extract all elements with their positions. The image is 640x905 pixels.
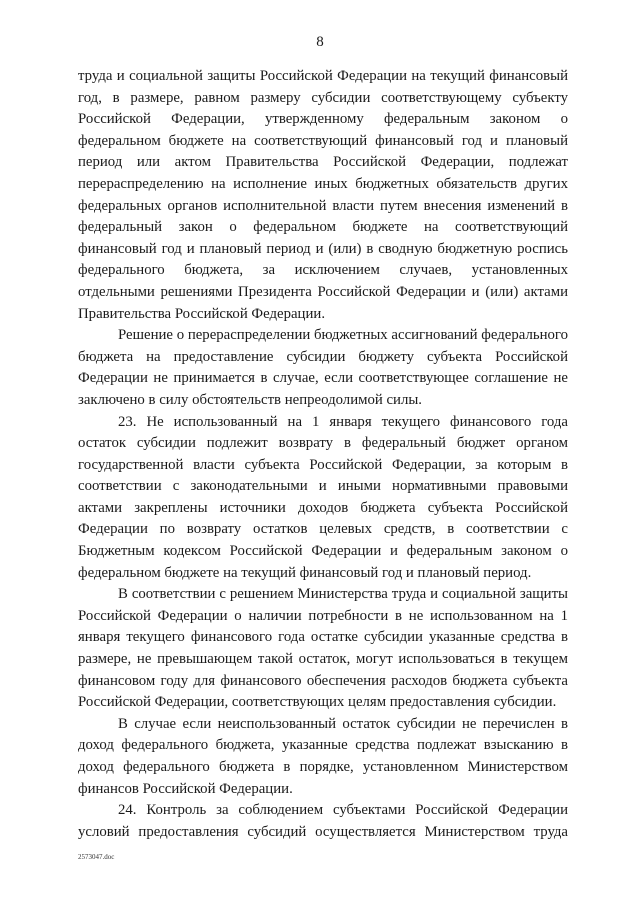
paragraph-clause-24: 24. Контроль за соблюдением субъектами Российской Федерации условий предоставления субсидий осуществляется Министерством труда bbox=[78, 802, 568, 840]
paragraph-clause-23: 23. Не использованный на 1 января текущего финансового года остаток субсидии подлежит возврату в федеральный бюджет органом государственной власти субъекта Российской Федерации, за которым в соответствии с законодательными и иными нормативными правовыми актами закреплены источники доходов бюджета субъекта Российской Федерации по возврату остатков целевых средств, в соответствии с Бюджетным кодексом Российской Федерации и федеральным законом о федеральном бюджете на текущий финансовый год и плановый период. bbox=[78, 413, 568, 581]
paragraph-redistribution-decision: Решение о перераспределении бюджетных ассигнований федерального бюджета на предоставление субсидии бюджету субъекта Российской Федерации не принимается в случае, если соответствующее соглашение не заключено в силу обстоятельств непреодолимой силы. bbox=[78, 327, 568, 408]
page-number: 8 bbox=[316, 34, 324, 50]
paragraph-ministry-decision: В соответствии с решением Министерства труда и социальной защиты Российской Федерации о наличии потребности в не использованном на 1 января текущего финансового года остатке субсидии указанные средства в размере, не превышающем такой остаток, могут использоваться в текущем финансовом году для финансового обеспечения расходов бюджета субъекта Российской Федерации, соответствующих целям предоставления субсидии. bbox=[78, 586, 568, 711]
document-body bbox=[78, 66, 568, 843]
paragraph-recovery: В случае если неиспользованный остаток субсидии не перечислен в доход федерального бюджета, указанные средства подлежат взысканию в доход федерального бюджета в порядке, установленном Министерством финансов Российской Федерации. bbox=[78, 715, 568, 797]
paragraph-continued: труда и социальной защиты Российской Федерации на текущий финансовый год, в размере, равном размеру субсидии соответствующему субъекту Российской Федерации, утвержденному федеральным законом о федеральном бюджете на соответствующий финансовый год и плановый период или актом Правительства Российской Федерации, подлежат перераспределению на исполнение иных бюджетных обязательств других федеральных органов исполнительной власти путем внесения изменений в федеральный закон о федеральном бюджете на соответствующий финансовый год и плановый период и (или) в сводную бюджетную роспись федерального бюджета, за исключением случаев, установленных отдельными решениями Президента Российской Федерации и (или) актами Правительства Российской Федерации. bbox=[78, 68, 568, 322]
file-name-footer: 2573047.doc bbox=[78, 853, 115, 861]
